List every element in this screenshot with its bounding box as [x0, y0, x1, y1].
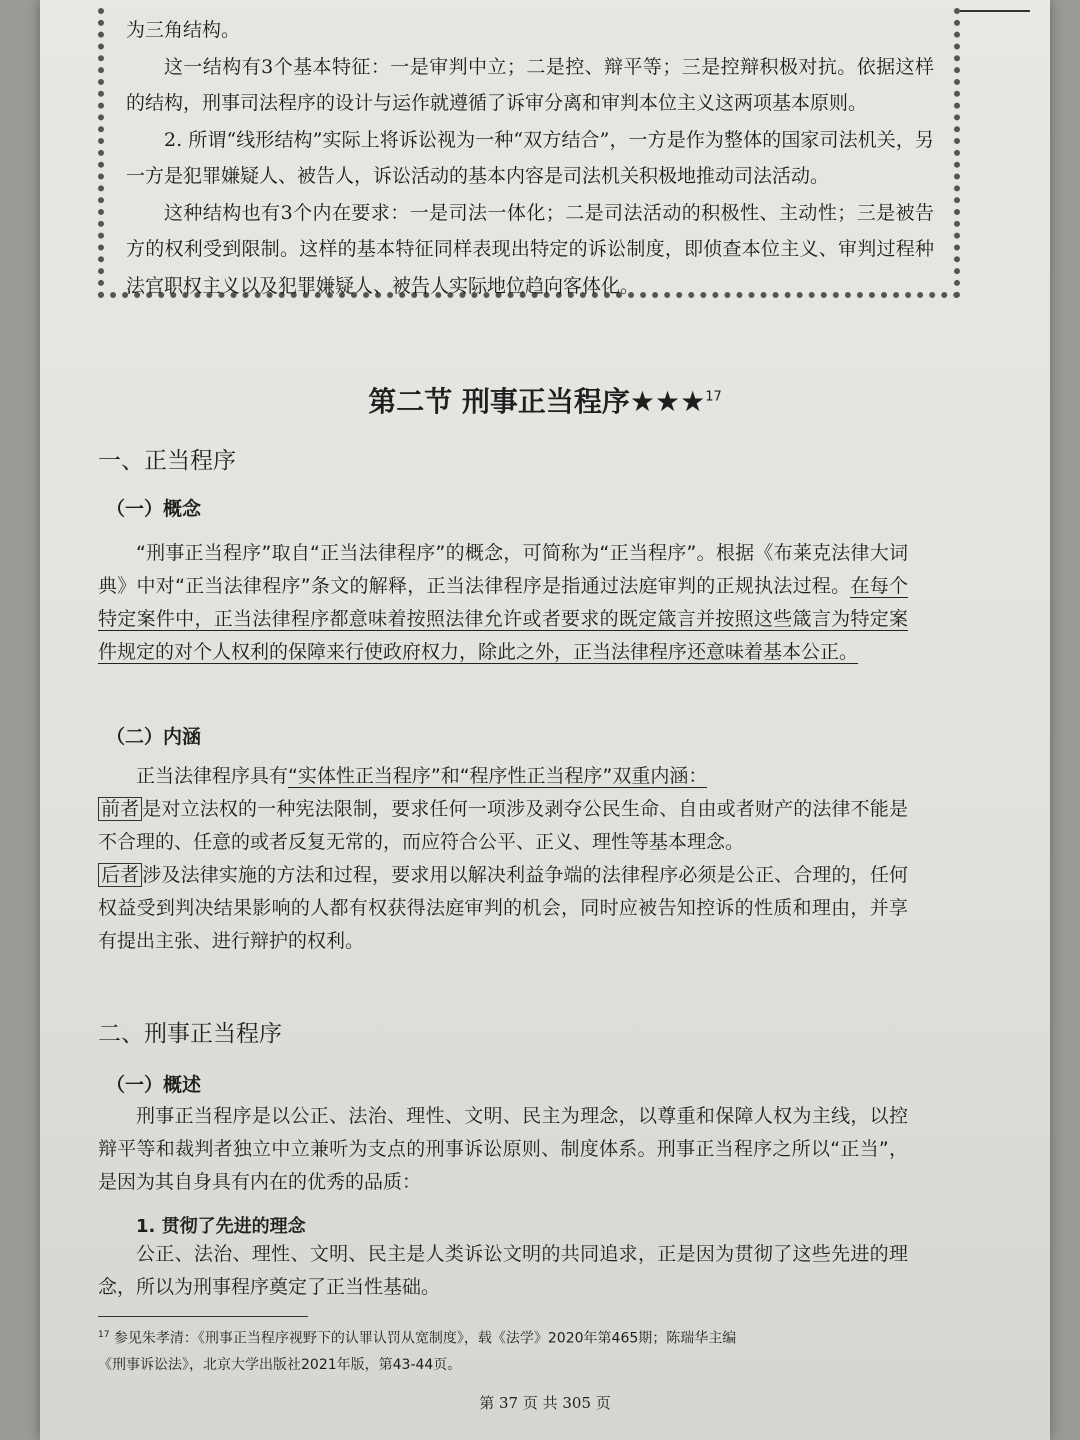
concept-text: “刑事正当程序”取自“正当法律程序”的概念，可简称为“正当程序”。根据《布莱克法律大词典》中对“正当法律程序”条文的解释，正当法律程序是指通过法庭审判的正规执法过程。	[98, 542, 908, 597]
subheading-concept: （一）概念	[106, 498, 202, 520]
connotation-underlined: “实体性正当程序”和“程序性正当程序”双重内涵：	[288, 765, 708, 787]
footnote-rule	[98, 1316, 308, 1317]
former-label: 前者	[98, 797, 142, 821]
subheading-connotation: （二）内涵	[106, 726, 202, 748]
concept-paragraph	[98, 537, 908, 669]
heading-part-2: 二、刑事正当程序	[98, 1021, 282, 1047]
box-paragraph-3: 这种结构也有3个内在要求：一是司法一体化；二是司法活动的积极性、主动性；三是被告方的权利受到限制。这样的基本特征同样表现出特定的诉讼制度，即侦查本位主义、审判过程种法官职权主义以及犯罪嫌疑人、被告人实际地位趋向客体化。	[126, 201, 934, 297]
box-line-0: 为三角结构。	[126, 19, 241, 41]
footnote-ref: 17	[705, 389, 722, 405]
box-paragraph-2: 2. 所谓“线形结构”实际上将诉讼视为一种“双方结合”，一方是作为整体的国家司法机关，另一方是犯罪嫌疑人、被告人，诉讼活动的基本内容是司法机关积极地推动司法活动。	[126, 128, 934, 187]
boxed-note	[98, 8, 960, 298]
overview-paragraph: 刑事正当程序是以公正、法治、理性、文明、民主为理念，以尊重和保障人权为主线，以控辩平等和裁判者独立中立兼听为支点的刑事诉讼原则、制度体系。刑事正当程序之所以“正当”，是因为其自身具有内在的优秀的品质：	[98, 1105, 908, 1193]
document-page	[40, 0, 1050, 1440]
point-1-paragraph: 公正、法治、理性、文明、民主是人类诉讼文明的共同追求，正是因为贯彻了这些先进的理念，所以为刑事程序奠定了正当性基础。	[98, 1243, 908, 1298]
concept-underlined: 在每个特定案件中，正当法律程序都意味着按照法律允许或者要求的既定箴言并按照这些箴言为特定案件规定的对个人权利的保障来行使政府权力，除此之外，正当法律程序还意味着基本公正。	[98, 575, 908, 663]
former-text: 是对立法权的一种宪法限制，要求任何一项涉及剥夺公民生命、自由或者财产的法律不能是不合理的、任意的或者反复无常的，而应符合公平、正义、理性等基本理念。	[98, 798, 908, 853]
subheading-overview: （一）概述	[106, 1074, 202, 1096]
latter-text: 涉及法律实施的方法和过程，要求用以解决利益争端的法律程序必须是公正、合理的，任何权益受到判决结果影响的人都有权获得法庭审判的机会，同时应被告知控诉的性质和理由，并享有提出主张、进行辩护的权利。	[98, 864, 908, 952]
point-1-title: 1. 贯彻了先进的理念	[136, 1216, 306, 1237]
page-number: 第 37 页 共 305 页	[479, 1394, 611, 1412]
heading-part-1: 一、正当程序	[98, 448, 236, 474]
latter-label: 后者	[98, 863, 142, 887]
footnote: $^{17}$ 参见朱孝清：《刑事正当程序视野下的认罪认罚从宽制度》，载《法学》2020年第465期；陈瑞华主编 《刑事诉讼法》，北京大学出版社2021年版，第43-44页。	[98, 1330, 737, 1373]
section-title: 第二节 刑事正当程序★★★$^{17}$	[368, 385, 722, 418]
box-paragraph-1: 这一结构有3个基本特征：一是审判中立；二是控、辩平等；三是控辩积极对抗。依据这样的结构，刑事司法程序的设计与运作就遵循了诉审分离和审判本位主义这两项基本原则。	[126, 55, 934, 114]
connotation-paragraph: 正当法律程序具有“实体性正当程序”和“程序性正当程序”双重内涵： 前者 是对立法权的一种宪法限制，要求任何一项涉及剥夺公民生命、自由或者财产的法律不能是不合理的、任意的或者反复无常的，而应符合公平、正义、理性等基本理念。 后者 涉及法律实施的方法和过程，要求用以解决利益争端的法律程序必须是公正、合理的，任何权益受到判决结果影响的人都有权获得法庭审判的机会，同时应被告知控诉的性质和理由，并享有提出主张、进行辩护的权利。	[98, 765, 908, 952]
